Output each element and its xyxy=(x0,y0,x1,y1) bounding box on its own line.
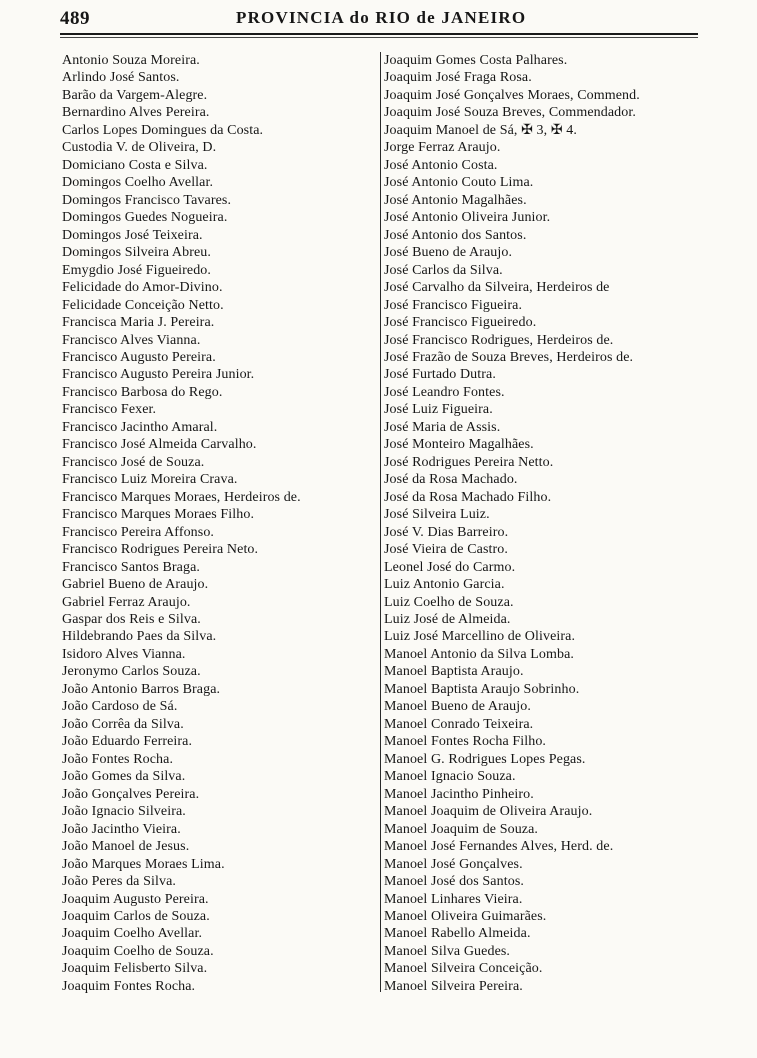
page-header xyxy=(60,8,700,34)
list-item: José Frazão de Souza Breves, Herdeiros de. xyxy=(384,349,634,365)
list-item: Manoel Fontes Rocha Filho. xyxy=(384,734,547,750)
list-item: João Ignacio Silveira. xyxy=(62,804,186,820)
list-item: Luiz Antonio Garcia. xyxy=(384,577,505,593)
list-item: Francisco Fexer. xyxy=(62,402,157,418)
list-item: João Marques Moraes Lima. xyxy=(62,856,225,872)
list-item: Joaquim Coelho Avellar. xyxy=(62,926,203,942)
list-item: José Antonio Oliveira Junior. xyxy=(384,210,551,226)
list-item: Manoel Joaquim de Oliveira Araujo. xyxy=(384,804,593,820)
list-item: Joaquim Manoel de Sá, ✠ 3, ✠ 4. xyxy=(384,122,577,138)
list-item: José da Rosa Machado Filho. xyxy=(384,489,552,505)
list-item: Gabriel Bueno de Araujo. xyxy=(62,577,209,593)
list-item: Joaquim José Fraga Rosa. xyxy=(384,70,532,86)
list-item: Luiz José Marcellino de Oliveira. xyxy=(384,629,576,645)
list-item: Domingos Silveira Abreu. xyxy=(62,245,211,261)
list-item: Francisco Augusto Pereira. xyxy=(62,349,216,365)
list-item: Manoel Silveira Pereira. xyxy=(384,978,523,994)
list-item: João Corrêa da Silva. xyxy=(62,716,184,732)
list-item: Felicidade do Amor-Divino. xyxy=(62,280,223,296)
list-item: Jeronymo Carlos Souza. xyxy=(62,664,201,680)
list-item: Leonel José do Carmo. xyxy=(384,559,516,575)
left-name-column xyxy=(62,52,380,995)
list-item: Arlindo José Santos. xyxy=(62,70,180,86)
list-item: Domiciano Costa e Silva. xyxy=(62,157,208,173)
list-item: Manoel Silveira Conceição. xyxy=(384,961,543,977)
list-item: Custodia V. de Oliveira, D. xyxy=(62,140,217,156)
list-item: José Furtado Dutra. xyxy=(384,367,496,383)
list-item: Manoel José dos Santos. xyxy=(384,874,524,890)
list-item: Manoel Antonio da Silva Lomba. xyxy=(384,646,575,662)
list-item: José Antonio Costa. xyxy=(384,157,498,173)
list-item: Gaspar dos Reis e Silva. xyxy=(62,612,201,627)
list-item: Carlos Lopes Domingues da Costa. xyxy=(62,122,264,138)
list-item: João Manoel de Jesus. xyxy=(62,839,190,855)
list-item: João Eduardo Ferreira. xyxy=(62,734,193,750)
list-item: Francisco Jacintho Amaral. xyxy=(62,419,218,435)
list-item: Joaquim Carlos de Souza. xyxy=(62,908,210,924)
list-item: Manoel G. Rodrigues Lopes Pegas. xyxy=(384,751,586,767)
list-item: João Gomes da Silva. xyxy=(62,769,186,785)
list-item: Francisco José Almeida Carvalho. xyxy=(62,437,257,453)
list-item: Francisco Barbosa do Rego. xyxy=(62,384,223,400)
header-rule-thin xyxy=(60,37,698,38)
list-item: José Leandro Fontes. xyxy=(384,384,505,400)
list-item: José da Rosa Machado. xyxy=(384,472,518,488)
list-item: Joaquim Felisberto Silva. xyxy=(62,961,208,977)
column-divider xyxy=(380,52,381,992)
list-item: Francisco Marques Moraes, Herdeiros de. xyxy=(62,489,301,505)
list-item: Manoel Conrado Teixeira. xyxy=(384,716,534,732)
list-item: Manoel Joaquim de Souza. xyxy=(384,821,539,837)
list-item: Domingos Francisco Tavares. xyxy=(62,192,232,208)
list-item: João Fontes Rocha. xyxy=(62,751,174,767)
list-item: Jorge Ferraz Araujo. xyxy=(384,140,501,156)
list-item: Felicidade Conceição Netto. xyxy=(62,297,224,313)
list-item: José Antonio Couto Lima. xyxy=(384,175,534,191)
page-number: 489 xyxy=(60,8,90,29)
list-item: Manoel José Fernandes Alves, Herd. de. xyxy=(384,839,614,855)
list-item: Manoel Baptista Araujo Sobrinho. xyxy=(384,681,580,697)
list-item: José Vieira de Castro. xyxy=(384,542,508,558)
list-item: Francisco José de Souza. xyxy=(62,454,205,470)
list-item: João Gonçalves Pereira. xyxy=(62,786,200,802)
list-item: José Antonio Magalhães. xyxy=(384,192,527,208)
list-item: Domingos Coelho Avellar. xyxy=(62,175,214,191)
list-item: Domingos Guedes Nogueira. xyxy=(62,210,228,226)
list-item: Joaquim Fontes Rocha. xyxy=(62,978,196,994)
list-item: Joaquim Coelho de Souza. xyxy=(62,943,214,959)
list-item: João Cardoso de Sá. xyxy=(62,699,178,715)
list-item: Francisco Rodrigues Pereira Neto. xyxy=(62,542,259,558)
list-item: José Maria de Assis. xyxy=(384,419,501,435)
list-item: Luiz Coelho de Souza. xyxy=(384,594,514,610)
list-item: Isidoro Alves Vianna. xyxy=(62,646,186,662)
list-item: Francisco Pereira Affonso. xyxy=(62,524,215,540)
list-item: Luiz José de Almeida. xyxy=(384,612,511,627)
list-item: Francisco Marques Moraes Filho. xyxy=(62,507,255,523)
list-item: José Carlos da Silva. xyxy=(384,262,503,278)
header-rule xyxy=(60,33,698,35)
list-item: Francisco Augusto Pereira Junior. xyxy=(62,367,255,383)
list-item: José Silveira Luiz. xyxy=(384,507,490,523)
list-item: Manoel Linhares Vieira. xyxy=(384,891,523,907)
list-item: José Francisco Rodrigues, Herdeiros de. xyxy=(384,332,614,348)
list-item: Francisco Santos Braga. xyxy=(62,559,200,575)
list-item: Manoel José Gonçalves. xyxy=(384,856,523,872)
list-item: Gabriel Ferraz Araujo. xyxy=(62,594,191,610)
list-item: Joaquim José Gonçalves Moraes, Commend. xyxy=(384,87,640,103)
list-item: Francisco Alves Vianna. xyxy=(62,332,201,348)
list-item: Bernardino Alves Pereira. xyxy=(62,105,210,121)
list-item: Barão da Vargem-Alegre. xyxy=(62,87,208,103)
list-item: Antonio Souza Moreira. xyxy=(62,53,200,68)
list-item: José Monteiro Magalhães. xyxy=(384,437,534,453)
list-item: João Jacintho Vieira. xyxy=(62,821,181,837)
list-item: Manoel Baptista Araujo. xyxy=(384,664,524,680)
list-item: Domingos José Teixeira. xyxy=(62,227,203,243)
list-item: Manoel Ignacio Souza. xyxy=(384,769,516,785)
list-item: José Rodrigues Pereira Netto. xyxy=(384,454,554,470)
list-item: José Francisco Figueira. xyxy=(384,297,523,313)
list-item: José V. Dias Barreiro. xyxy=(384,524,509,540)
list-item: Manoel Silva Guedes. xyxy=(384,943,511,959)
list-item: José Francisco Figueiredo. xyxy=(384,315,537,331)
list-item: Manoel Bueno de Araujo. xyxy=(384,699,531,715)
list-item: Francisco Luiz Moreira Crava. xyxy=(62,472,238,488)
right-name-column xyxy=(384,52,714,995)
list-item: João Antonio Barros Braga. xyxy=(62,681,221,697)
list-item: José Luiz Figueira. xyxy=(384,402,493,418)
list-item: Francisca Maria J. Pereira. xyxy=(62,315,215,331)
list-item: José Antonio dos Santos. xyxy=(384,227,527,243)
list-item: Emygdio José Figueiredo. xyxy=(62,262,211,278)
list-item: Joaquim Gomes Costa Palhares. xyxy=(384,53,568,68)
list-item: Joaquim Augusto Pereira. xyxy=(62,891,209,907)
page-title: PROVINCIA do RIO de JANEIRO xyxy=(236,8,527,27)
list-item: Manoel Rabello Almeida. xyxy=(384,926,531,942)
list-item: Manoel Jacintho Pinheiro. xyxy=(384,786,534,802)
list-item: Joaquim José Souza Breves, Commendador. xyxy=(384,105,636,121)
list-item: Hildebrando Paes da Silva. xyxy=(62,629,217,645)
list-item: Manoel Oliveira Guimarães. xyxy=(384,908,547,924)
list-item: João Peres da Silva. xyxy=(62,874,176,890)
list-item: José Bueno de Araujo. xyxy=(384,245,513,261)
list-item: José Carvalho da Silveira, Herdeiros de xyxy=(384,280,610,296)
